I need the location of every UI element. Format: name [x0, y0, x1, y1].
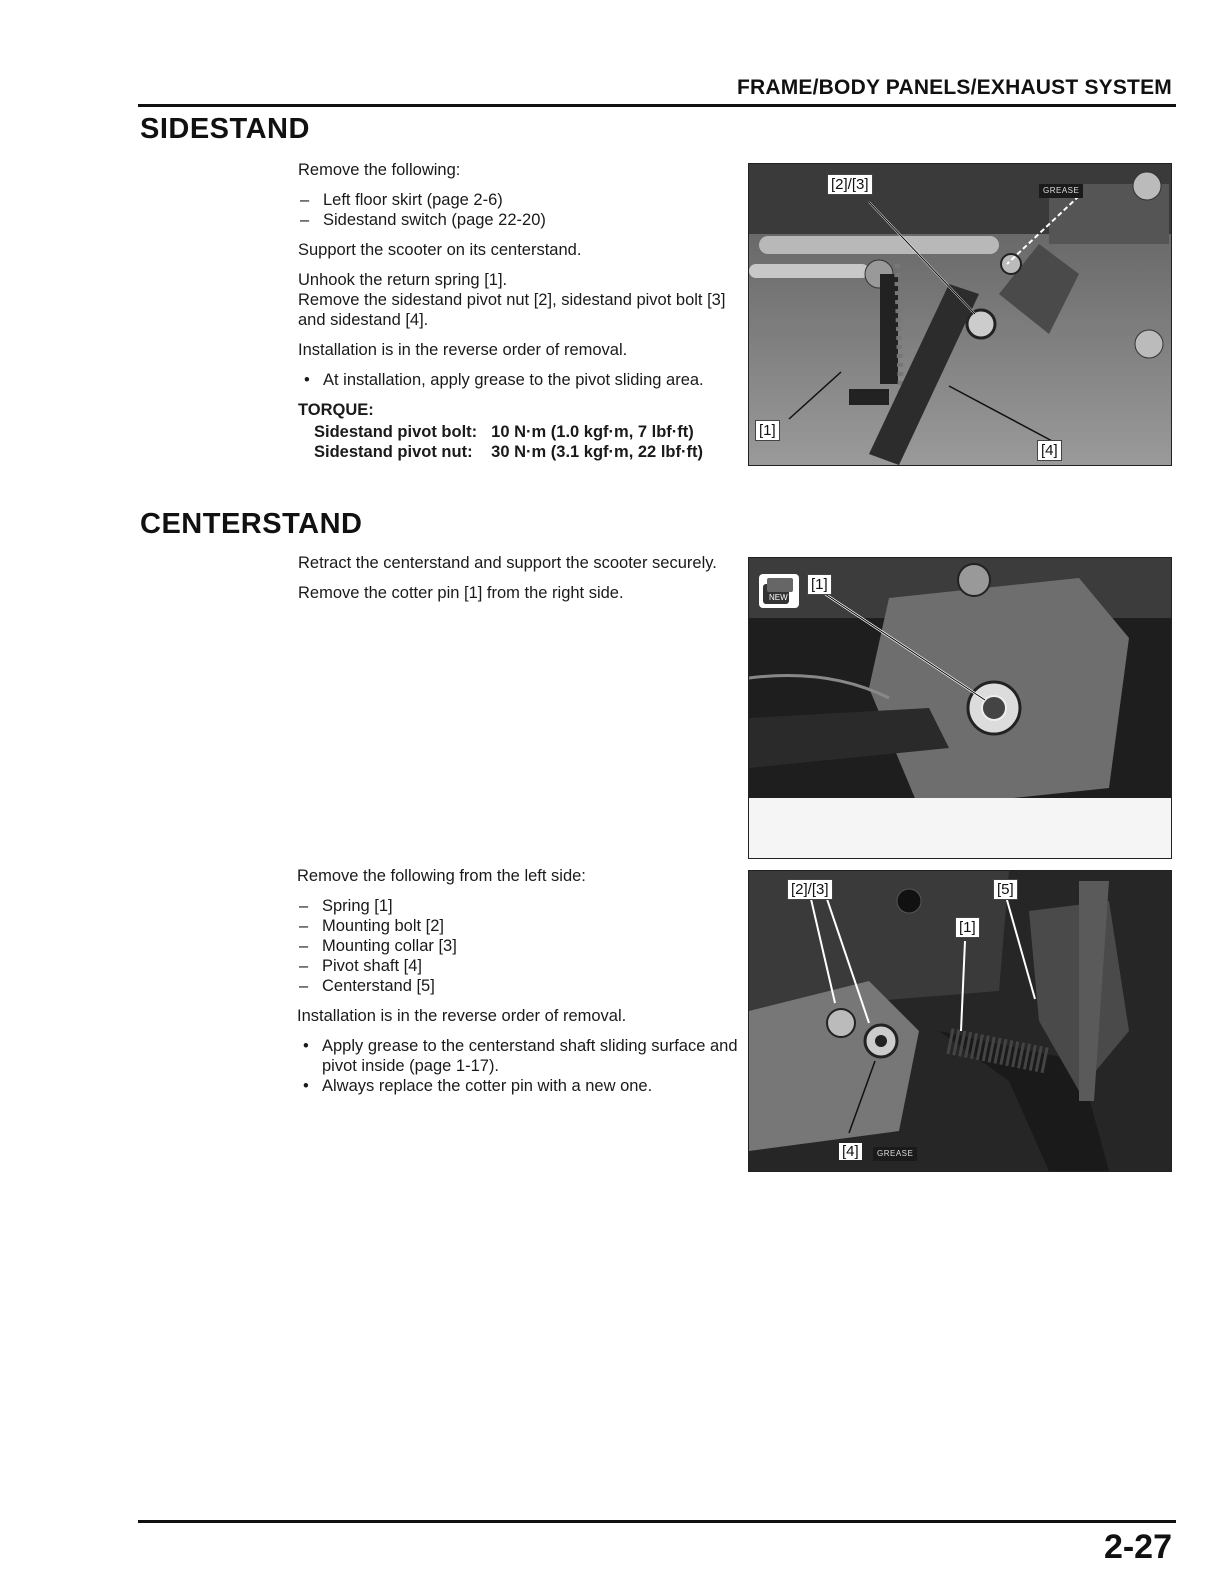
sidestand-photo-illustration: [749, 164, 1171, 465]
sidestand-intro: Remove the following:: [298, 161, 461, 179]
centerstand-right-photo: [748, 557, 1172, 859]
callout-4: [4]: [1037, 440, 1062, 461]
list-item: • Always replace the cotter pin with a new one.: [297, 1076, 742, 1096]
centerstand-text-top: [298, 553, 738, 613]
list-item: • At installation, apply grease to the pivot sliding area.: [298, 370, 742, 390]
torque-table: [314, 422, 717, 462]
list-item: – Centerstand [5]: [297, 976, 742, 996]
list-item: – Spring [1]: [297, 896, 742, 916]
centerstand-left-photo: [748, 870, 1172, 1172]
centerstand-cotter: Remove the cotter pin [1] from the right side.: [298, 584, 624, 602]
centerstand-text-left: [297, 866, 742, 1106]
sidestand-text: [298, 160, 742, 462]
torque-label: TORQUE:: [298, 401, 374, 419]
callout-1: [1]: [807, 574, 832, 595]
sidestand-unhook: Unhook the return spring [1].: [298, 271, 508, 289]
sidestand-installation: Installation is in the reverse order of removal.: [298, 341, 628, 359]
new-icon-label: NEW: [769, 593, 788, 602]
sidestand-title: SIDESTAND: [140, 113, 310, 145]
table-row: [314, 422, 717, 442]
sidestand-support: Support the scooter on its centerstand.: [298, 241, 582, 259]
callout-1: [1]: [755, 420, 780, 441]
centerstand-left-illustration: [749, 871, 1171, 1171]
header-rule: [138, 104, 1176, 107]
list-item: – Mounting collar [3]: [297, 936, 742, 956]
sidestand-remove-list: [298, 190, 742, 230]
list-item: – Mounting bolt [2]: [297, 916, 742, 936]
torque-value: 30 N·m (3.1 kgf·m, 22 lbf·ft): [491, 443, 703, 461]
grease-icon: GREASE: [1039, 184, 1083, 198]
sidestand-remove-pivot: Remove the sidestand pivot nut [2], sidestand pivot bolt [3] and sidestand [4].: [298, 291, 726, 329]
callout-4: [4]: [839, 1143, 862, 1160]
list-item: • Apply grease to the centerstand shaft sliding surface and pivot inside (page 1-17).: [297, 1036, 742, 1076]
torque-value: 10 N·m (1.0 kgf·m, 7 lbf·ft): [491, 423, 694, 441]
torque-name: Sidestand pivot nut:: [314, 443, 473, 461]
sidestand-photo: [748, 163, 1172, 466]
callout-5: [5]: [993, 879, 1018, 900]
footer-rule: [138, 1520, 1176, 1523]
callout-2-3: [2]/[3]: [787, 879, 833, 900]
centerstand-remove-list: [297, 896, 742, 996]
page-number: 2-27: [1103, 1528, 1172, 1566]
list-item: – Pivot shaft [4]: [297, 956, 742, 976]
table-row: [314, 442, 717, 462]
centerstand-retract: Retract the centerstand and support the scooter securely.: [298, 554, 717, 572]
list-item: – Sidestand switch (page 22-20): [298, 210, 742, 230]
new-part-icon-graphic: [759, 574, 799, 608]
callout-1: [1]: [955, 917, 980, 938]
centerstand-installation: Installation is in the reverse order of removal.: [297, 1007, 627, 1025]
centerstand-notes: [297, 1036, 742, 1096]
section-header-title: FRAME/BODY PANELS/EXHAUST SYSTEM: [736, 76, 1172, 99]
list-item: – Left floor skirt (page 2-6): [298, 190, 742, 210]
grease-icon: GREASE: [873, 1147, 917, 1161]
new-part-icon: [759, 574, 799, 608]
centerstand-right-illustration: [749, 558, 1171, 858]
centerstand-title: CENTERSTAND: [140, 508, 363, 540]
centerstand-left-intro: Remove the following from the left side:: [297, 867, 586, 885]
sidestand-notes: [298, 370, 742, 390]
callout-2-3: [2]/[3]: [827, 174, 873, 195]
torque-name: Sidestand pivot bolt:: [314, 423, 478, 441]
